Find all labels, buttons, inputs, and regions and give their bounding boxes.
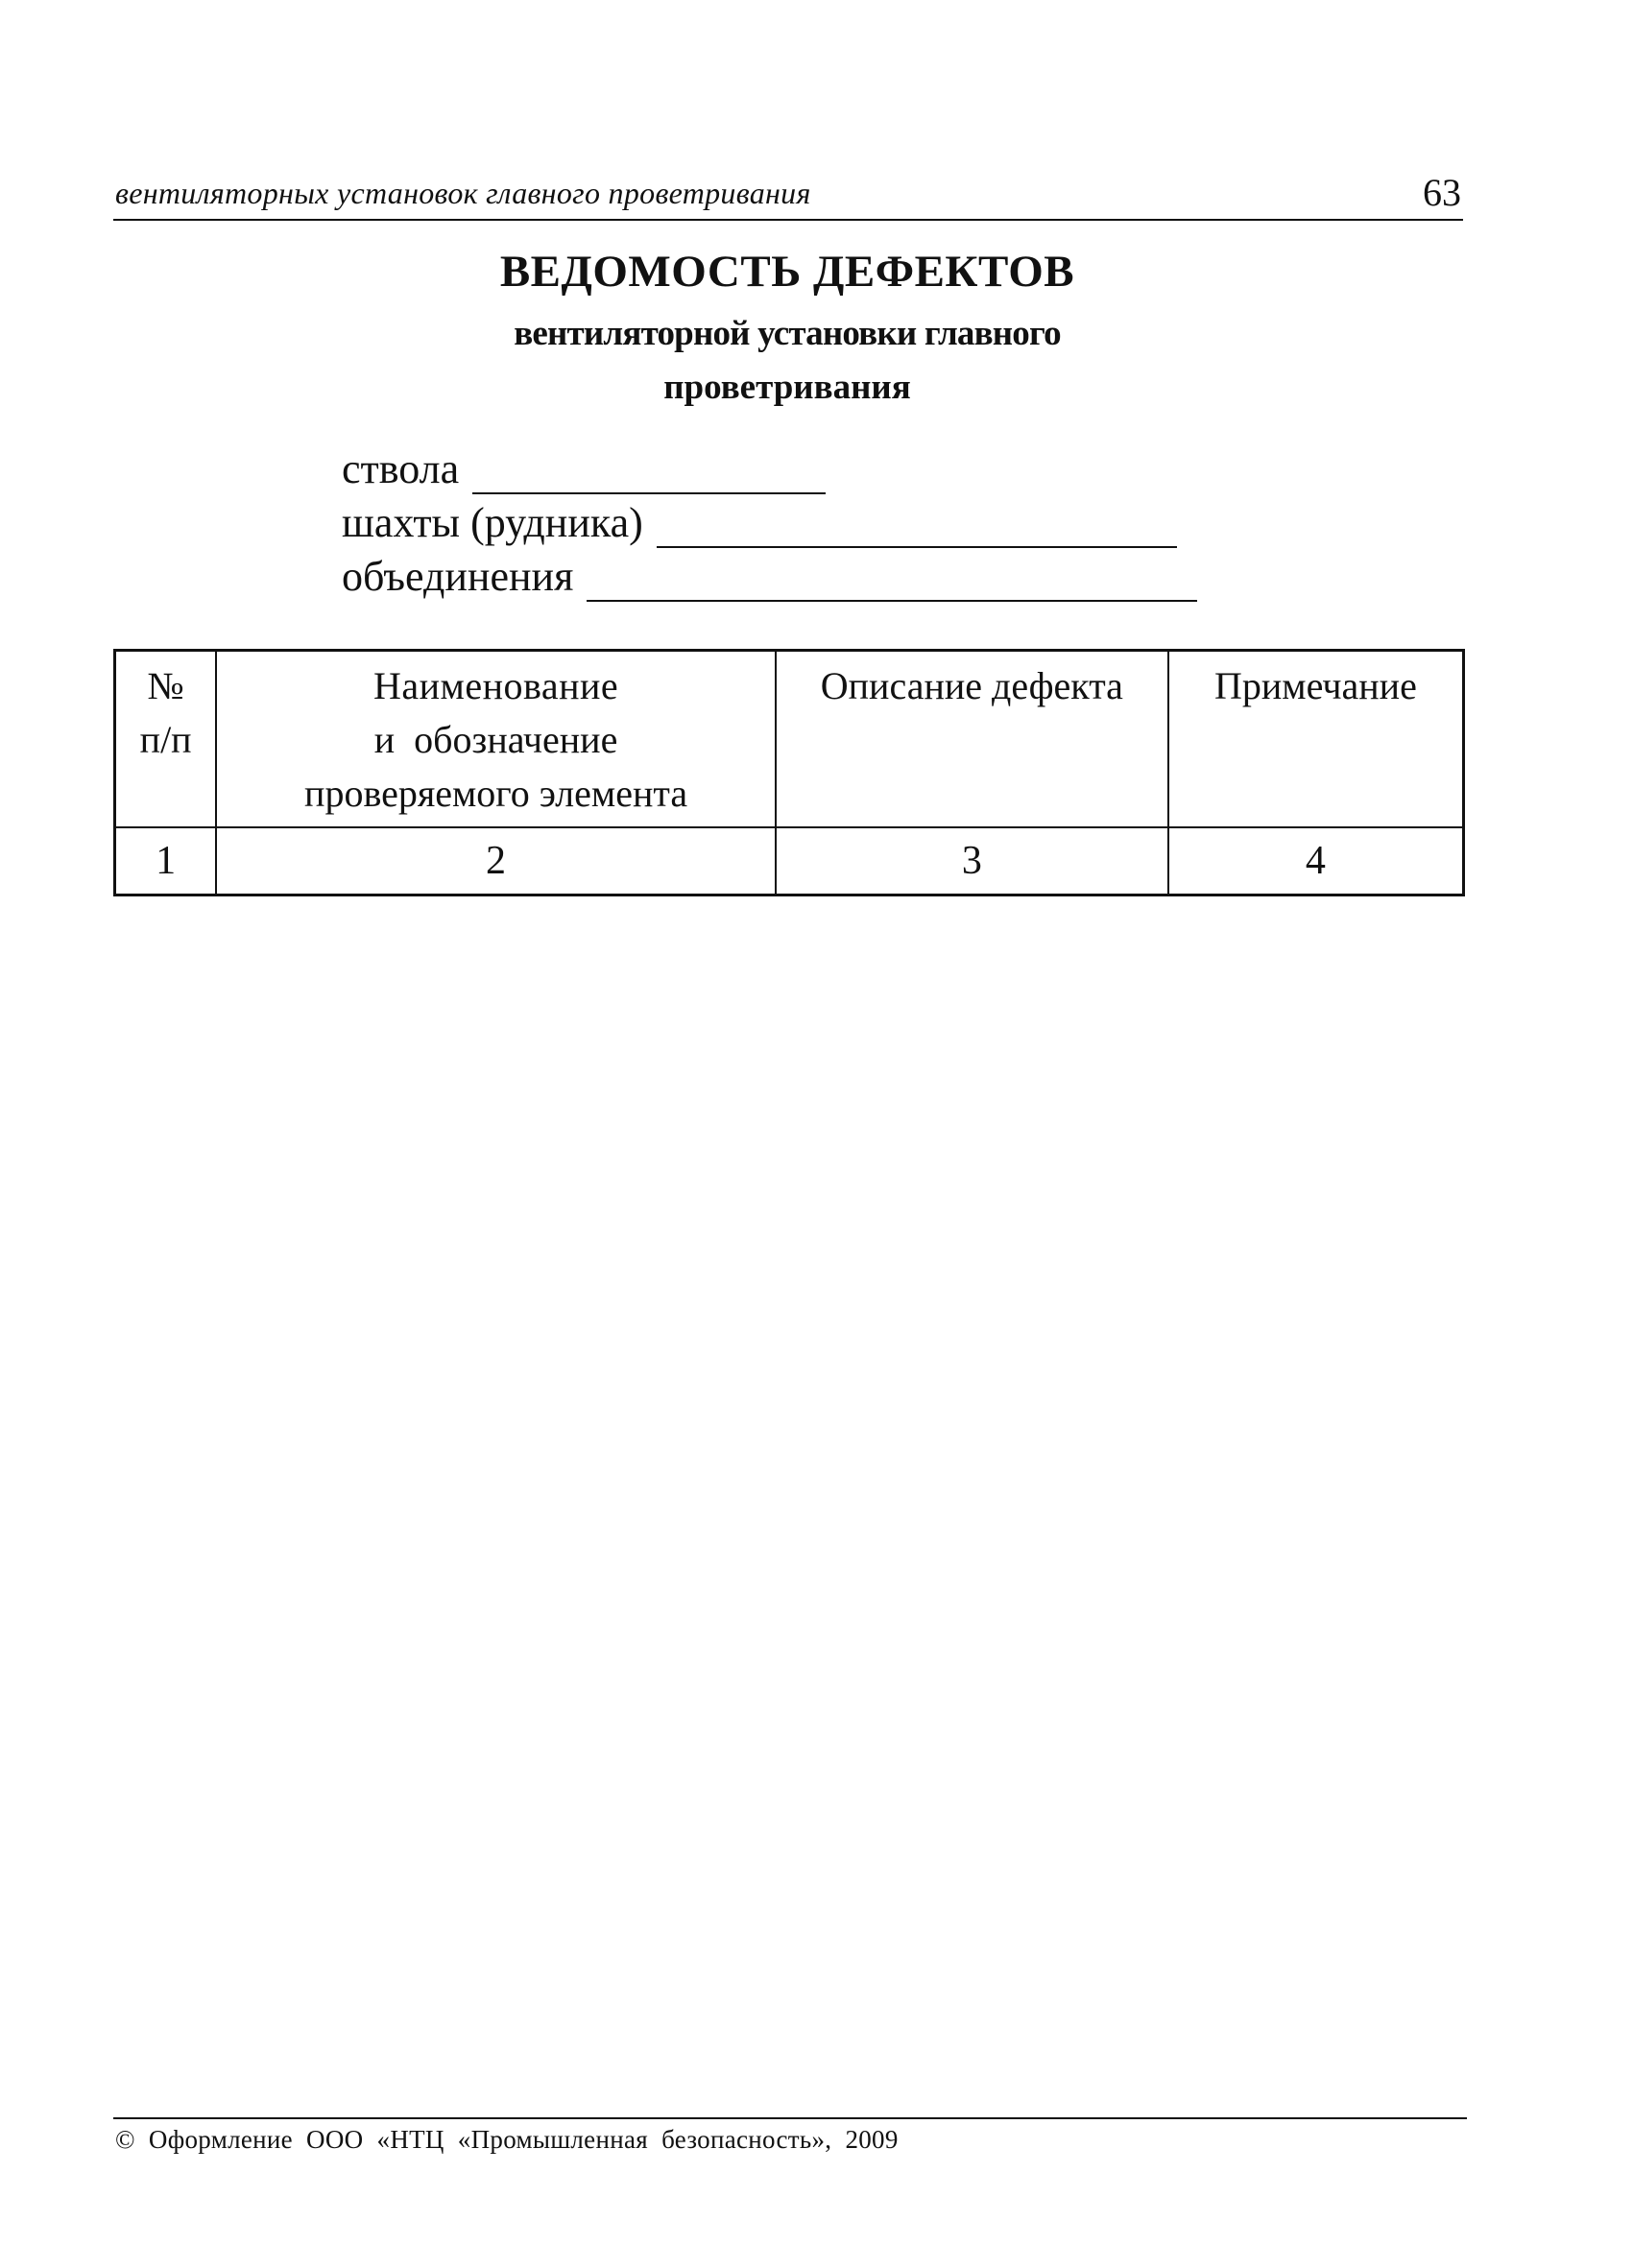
table-column-number-row [115, 827, 1464, 895]
field-association [342, 552, 1197, 602]
running-title: вентиляторных установок главного проветривания [115, 176, 811, 210]
column-number-cell: 4 [1168, 827, 1464, 895]
column-number-cell: 1 [115, 827, 217, 895]
fill-in-line[interactable] [587, 561, 1197, 602]
header-cell-number: № п/п [115, 651, 217, 828]
column-number-cell: 2 [216, 827, 776, 895]
field-mine [342, 498, 1177, 548]
field-label: объединения [342, 553, 574, 600]
footer-divider [113, 2117, 1467, 2119]
fill-in-line[interactable] [472, 454, 826, 494]
document-subtitle-line-1: вентиляторной установки главного [514, 314, 1061, 353]
page-number: 63 [1423, 171, 1461, 214]
header-cell-element-name: Наименование и обозначение проверяемого элемента [216, 651, 776, 828]
fill-in-line[interactable] [657, 508, 1177, 548]
header-cell-note: Примечание [1168, 651, 1464, 828]
document-title: ВЕДОМОСТЬ ДЕФЕКТОВ [499, 247, 1075, 297]
field-label: ствола [342, 445, 460, 492]
column-number-cell: 3 [776, 827, 1168, 895]
running-header [113, 161, 1463, 221]
document-subtitle-line-2: проветривания [663, 368, 911, 407]
defects-table [113, 649, 1465, 896]
table-header-row [115, 651, 1464, 828]
header-cell-defect-description: Описание дефекта [776, 651, 1168, 828]
field-shaft-stem [342, 444, 826, 494]
footer-copyright: © Оформление ООО «НТЦ «Промышленная безопасность», 2009 [115, 2125, 899, 2154]
field-label: шахты (рудника) [342, 499, 643, 546]
